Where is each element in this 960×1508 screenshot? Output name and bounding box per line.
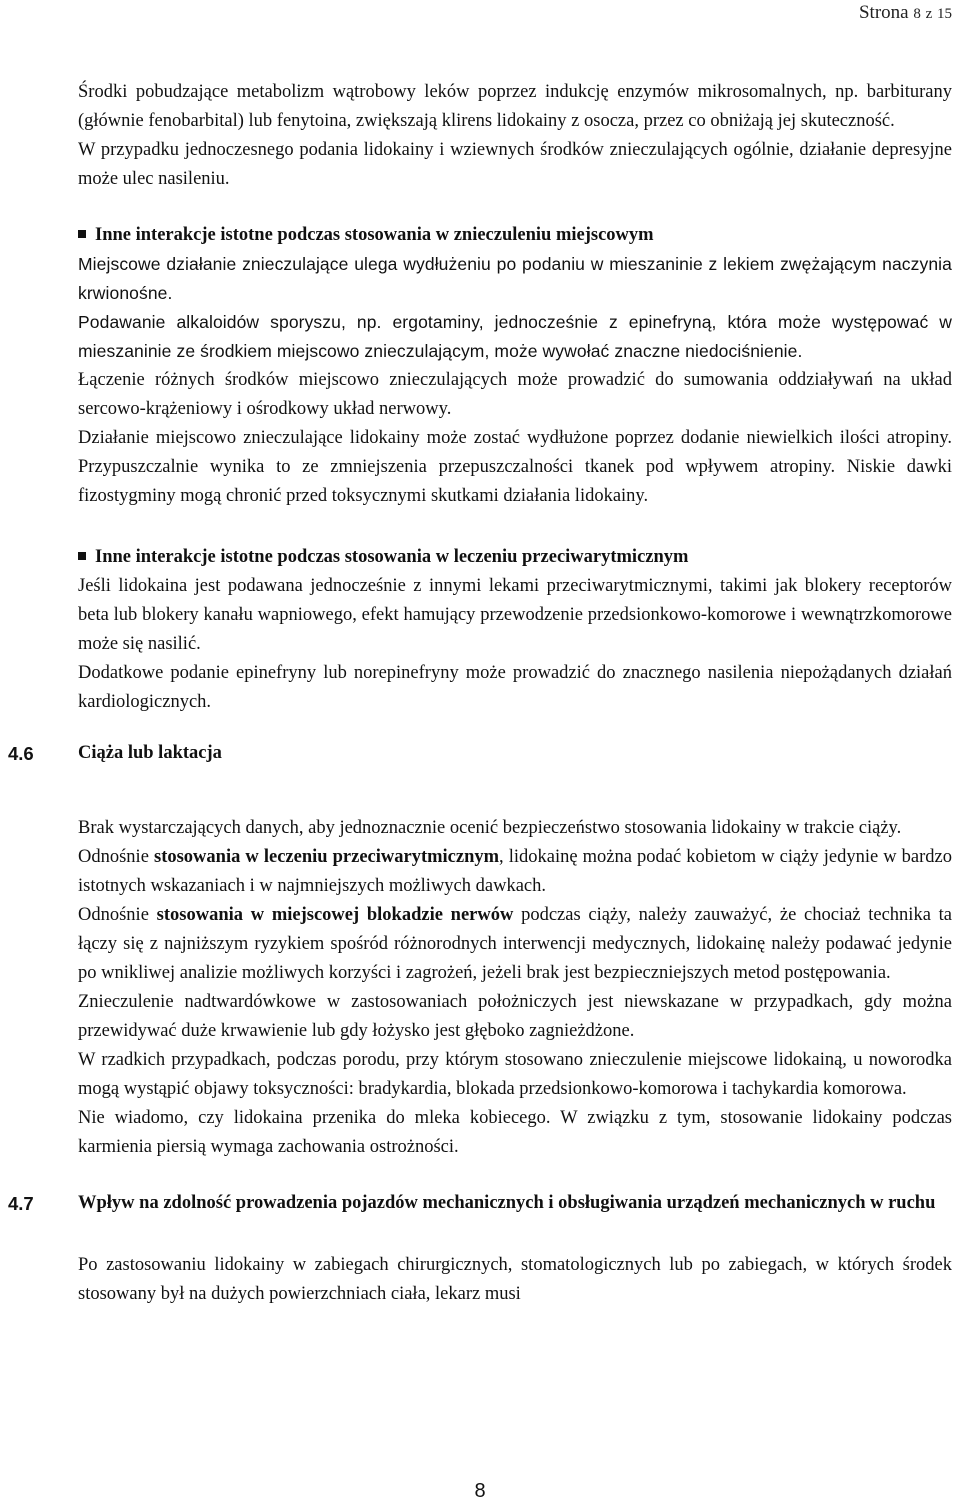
paragraph-epidural: Znieczulenie nadtwardówkowe w zastosowaniach położniczych jest niewskazane w przypadkach, gdy można przewidywać duże krwawienie lub gdy łożysko jest głęboko zagnieżdżone.	[78, 992, 952, 1041]
section-number: 4.6	[8, 743, 34, 764]
section-title: Ciąża lub laktacja	[78, 743, 222, 763]
paragraph-epinephrine: Dodatkowe podanie epinefryny lub norepinefryny może prowadzić do znacznego nasilenia niepożądanych działań kardiologicznych.	[78, 663, 952, 712]
document-body	[8, 78, 953, 1309]
subheading-local-anesthesia-interactions	[78, 221, 952, 250]
paragraph-nerve-block-pregnancy	[78, 901, 952, 988]
text-bold: stosowania w miejscowej blokadzie nerwów	[156, 905, 514, 925]
square-bullet-icon	[78, 552, 86, 560]
paragraph-inhaled-anesthetics: W przypadku jednoczesnego podania lidokainy i wziewnych środków znieczulających ogólnie, działanie depresyjne może ulec nasileniu.	[78, 140, 952, 189]
text-post: , lidokainę można podać kobietom w ciąży jedynie w bardzo istotnych wskazaniach i w najmniejszych możliwych dawkach.	[78, 847, 953, 896]
header-total-pages: 15	[937, 6, 952, 22]
paragraph-enzyme-inducers: Środki pobudzające metabolizm wątrobowy leków poprzez indukcję enzymów mikrosomalnych, np. barbiturany (głównie fenobarbital) lub fenytoina, zwiększają klirens lidokainy z osocza, przez co obniżają jej skuteczność.	[78, 82, 952, 131]
text-pre: Odnośnie	[78, 847, 149, 867]
subheading-text: Inne interakcje istotne podczas stosowania w leczeniu przeciwarytmicznym	[95, 547, 689, 567]
subheading-text: Inne interakcje istotne podczas stosowania w znieczuleniu miejscowym	[95, 225, 654, 245]
section-number: 4.7	[8, 1193, 34, 1214]
paragraph-driving: Po zastosowaniu lidokainy w zabiegach chirurgicznych, stomatologicznych lub po zabiegach, w których środek stosowany był na dużych powierzchniach ciała, lekarz musi	[78, 1255, 952, 1304]
text-bold: stosowania w leczeniu przeciwarytmicznym	[154, 847, 500, 867]
page-number: 8	[474, 1480, 486, 1502]
paragraph-vasoconstrictor: Miejscowe działanie znieczulające ulega wydłużeniu po podaniu w mieszaninie z lekiem zwężającym naczynia krwionośne.	[78, 254, 952, 303]
paragraph-combined-anesthetics: Łączenie różnych środków miejscowo znieczulających może prowadzić do sumowania oddziaływań na układ sercowo-krążeniowy i ośrodkowy układ nerwowy.	[78, 370, 952, 419]
paragraph-ergot-alkaloids: Podawanie alkaloidów sporyszu, np. ergotaminy, jednocześnie z epinefryną, która może występować w mieszaninie ze środkiem miejscowo znieczulającym, może wywołać znaczne niedociśnienie.	[78, 312, 952, 361]
section-4-6-heading	[8, 739, 952, 768]
text-pre: Odnośnie	[78, 905, 149, 925]
subheading-antiarrhythmic-interactions	[78, 543, 952, 572]
page-header	[859, 2, 952, 24]
section-title: Wpływ na zdolność prowadzenia pojazdów mechanicznych i obsługiwania urządzeń mechanicznych w ruchu	[78, 1193, 936, 1213]
paragraph-atropine: Działanie miejscowo znieczulające lidokainy może zostać wydłużone poprzez dodanie niewielkich ilości atropiny. Przypuszczalnie wynika to ze zmniejszenia przepuszczalności tkanek pod wpływem atropiny. Niskie dawki fizostygminy mogą chronić przed toksycznymi skutkami działania lidokainy.	[78, 428, 952, 506]
header-current-page: 8	[913, 6, 921, 22]
header-strona: Strona	[858, 2, 909, 23]
text-post: podczas ciąży, należy zauważyć, że chociaż technika ta łączy się z najniższym ryzykiem spośród różnorodnych interwencji medycznych, lidokainę należy podawać jedynie po wnikliwej analizie możliwych korzyści i zagrożeń, jeżeli brak jest bezpieczniejszych metod postępowania.	[78, 905, 952, 983]
paragraph-breastfeeding: Nie wiadomo, czy lidokaina przenika do mleka kobiecego. W związku z tym, stosowanie lidokainy podczas karmienia piersią wymaga zachowania ostrożności.	[78, 1108, 952, 1157]
paragraph-antiarrhythmic-combination: Jeśli lidokaina jest podawana jednocześnie z innymi lekami przeciwarytmicznymi, takimi jak blokery receptorów beta lub blokery kanału wapniowego, efekt hamujący przewodzenie przedsionkowo-komorowe i wewnątrzkomorowe może się nasilić.	[78, 576, 952, 654]
header-z: z	[925, 6, 933, 22]
paragraph-newborn-toxicity: W rzadkich przypadkach, podczas porodu, przy którym stosowano znieczulenie miejscowe lidokainą, u noworodka mogą wystąpić objawy toksyczności: bradykardia, blokada przedsionkowo-komorowa i tachykardia komorowa.	[78, 1050, 952, 1099]
square-bullet-icon	[78, 230, 86, 238]
paragraph-pregnancy-data: Brak wystarczających danych, aby jednoznacznie ocenić bezpieczeństwo stosowania lidokainy w trakcie ciąży.	[78, 818, 902, 838]
section-4-7-heading	[8, 1189, 952, 1218]
paragraph-antiarrhythmic-pregnancy	[78, 843, 952, 901]
